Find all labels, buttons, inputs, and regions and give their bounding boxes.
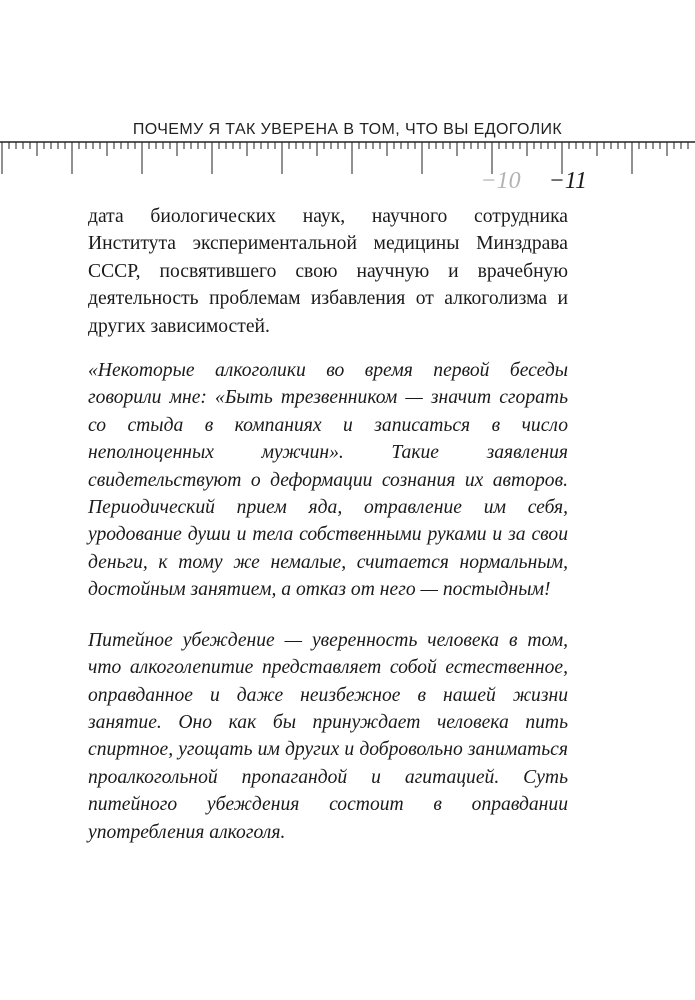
running-title: ПОЧЕМУ Я ТАК УВЕРЕНА В ТОМ, ЧТО ВЫ ЕДОГОЛИК: [132, 121, 563, 138]
paragraph-1: дата биологических наук, научного сотрудника Института экспериментальной медицины Минздрава СССР, посвятившего свою научную и врачебную деятельность проблемам избавления от алкоголизма и других зависимостей.: [88, 206, 568, 337]
page-body: [88, 203, 568, 846]
quote-paragraph: «Некоторые алкоголики во время первой беседы говорили мне: «Быть трезвенником — значит сгорать со стыда в компаниях и записаться в число неполноценных мужчин». Такие заявления свидетельствуют о деформации сознания их авторов. Периодический прием яда, отравление им себя, уродование души и тела собственными руками и за свои деньги, к тому же немалые, считается нормальным, достойным занятием, а отказ от него — постыдным!: [88, 360, 568, 601]
page-numbers: [480, 168, 587, 195]
paragraph-3: Питейное убеждение — уверенность человека в том, что алкоголепитие представляет собой естественное, оправданное и даже неизбежное в нашей жизни занятие. Оно как бы принуждает человека пить спиртное, угощать им других и добровольно заниматься проалкогольной пропагандой и агитацией. Суть питейного убеждения состоит в оправдании употребления алкоголя.: [88, 629, 568, 843]
ruler-divider: [0, 141, 695, 177]
previous-page-number: −10: [480, 168, 521, 194]
current-page-number: −11: [548, 168, 587, 194]
